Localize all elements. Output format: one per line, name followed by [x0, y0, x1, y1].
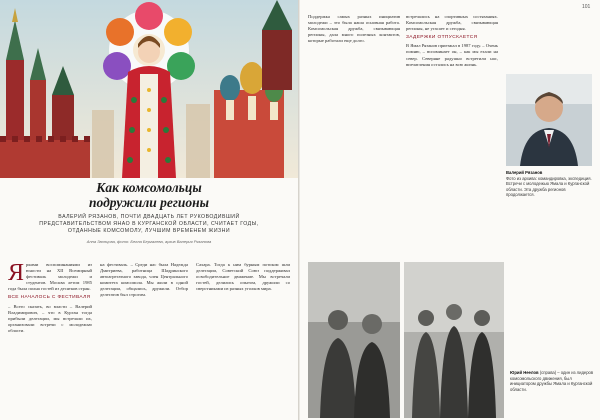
moscow-festival-illustration: [0, 0, 298, 178]
left-column-2: [100, 262, 188, 301]
article-subtitle: ВАЛЕРИЙ РЯЗАНОВ, ПОЧТИ ДВАДЦАТЬ ЛЕТ РУКОВОДИВШИЙ ПРЕДСТАВИТЕЛЬСТВОМ ЯНАО В КУРГАНСКОЙ ОБЛАСТИ, СЧИТАЕТ ГОДЫ, ОТДАННЫЕ КОМСОМОЛУ, ЛУЧШИМ ВРЕМЕНЕМ ЖИЗНИ: [39, 214, 259, 234]
article-credits: Анна Звонцова, фото: Белла Бергалева, архив Валерия Рязанова: [86, 239, 212, 244]
right-col1-paragraph: Поддержка самых разных инициатив молодежи – это была наша основная работа. Комсомольская дружба, связывающая регионы, дала много полезных контактов, которые работали еще долго.: [308, 14, 400, 44]
right-page: [300, 0, 600, 420]
title-line-2: подружили регионы: [88, 195, 210, 210]
portrait-caption: [506, 170, 592, 198]
article-header: [0, 178, 298, 244]
right-col2-paragraph-2: В Ямал Рязанов приезжал в 1987 году. – Очень помню, – вспоминает он, – как мы ехали на север. Северяне радушно встретили нас, впечатления остались на всю жизнь.: [406, 43, 498, 67]
right-col2-subhead: ЗАДЕРЖКИ ОТПУСКАЕТСЯ: [406, 35, 478, 41]
left-column-3: [196, 262, 290, 294]
archive-image-left: [308, 262, 400, 418]
portrait-caption-text: Фото из архива: командировка, экспедиция. Встречи с молодежью Ямала и Курганской области. Эта дружба регионов продолжается.: [506, 175, 592, 198]
portrait-caption-name: Валерий Рязанов: [506, 170, 543, 175]
hero-illustration: [0, 0, 298, 178]
left-col1-paragraph-2: – Всего сказать, во власти – Валерий Владимирович, – что в Курган тогда прибыли делегации, мы встречали их, организовали встречи с молодежью области.: [8, 303, 92, 333]
portrait-image: [506, 74, 592, 166]
left-col3-paragraph: Сахара. Тогда к ним бурным потоком шли делегации, Советский Союз поддерживал освободительное движение. Мы встречали гостей, делились опытом, дружили со сверстниками из разных уголков мира.: [196, 262, 290, 292]
left-column-1: [8, 262, 92, 336]
archive-photo-group: [404, 262, 504, 418]
right-column-2: [406, 14, 498, 70]
page-number: 101: [582, 4, 591, 10]
article-title: [0, 178, 298, 210]
right-col2-paragraph: встречались на спортивных состязаниях. Комсомольская дружба, связывающая регионы, не угасает и сегодня.: [406, 14, 498, 32]
drop-cap: Я: [8, 260, 25, 286]
bottom-photo-caption: [510, 370, 594, 392]
left-col1-paragraph: ркими воспоминаниями из юности на XII Всемирный фестиваль молодежи и студентов. Москва летом 1985 года была полна гостей из десятков стран.: [8, 262, 92, 292]
bottom-caption-name: Юрий Неелов: [510, 370, 539, 375]
left-col1-subhead: ВСЕ НАЧАЛОСЬ С ФЕСТИВАЛЯ: [8, 295, 91, 301]
title-line-1: Как комсомольцы: [96, 180, 202, 195]
portrait-photo: [506, 74, 592, 166]
left-col2-paragraph: на фестиваль. – Среди нас была Надежда Дмитриева, работница Шадринского автоагрегатного завода, член Центрального комитета комсомола. Мы жили в одной делегации, общались, дружили. Отбор делегатов был строгим.: [100, 262, 188, 298]
archive-image-group: [404, 262, 504, 418]
archive-photo-left: [308, 262, 400, 418]
bottom-caption-text: (справа) – один из лидеров комсомольского движения, был инициатором дружбы Ямала и Курганской области.: [510, 370, 594, 392]
right-column-1: [308, 14, 400, 46]
left-page: [0, 0, 299, 420]
